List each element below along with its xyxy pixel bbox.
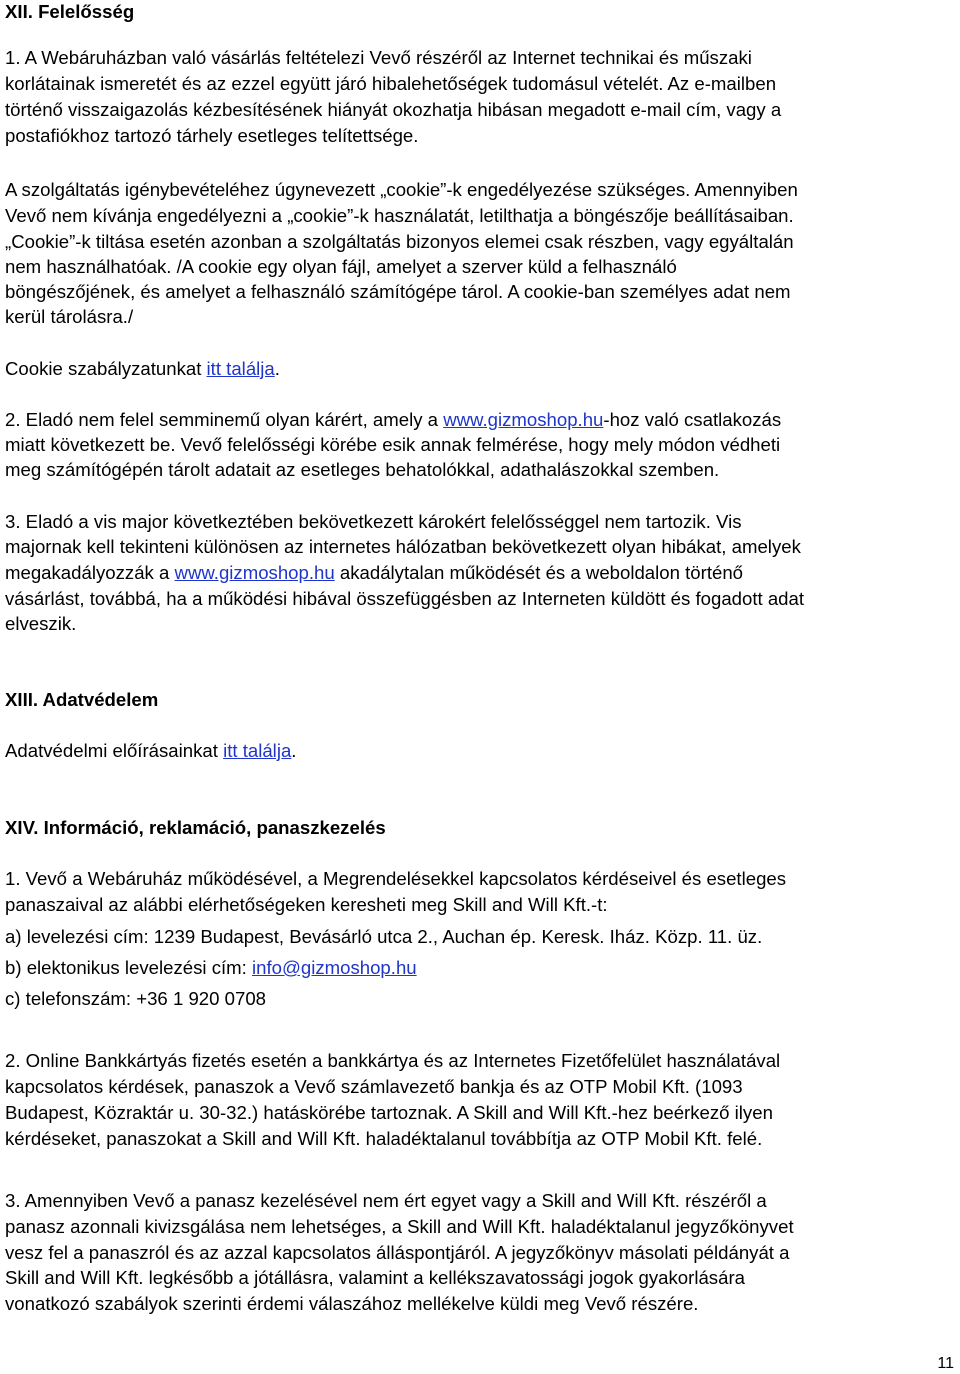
- bank-card-paragraph-line: Budapest, Közraktár u. 30-32.) hatáskörébe tartoznak. A Skill and Will Kft.-hez beérkező ilyen: [5, 1102, 773, 1123]
- section-12-p1-line: 1. A Webáruházban való vásárlás feltételezi Vevő részéről az Internet technikai és műszaki: [5, 47, 752, 68]
- phone-number: c) telefonszám: +36 1 920 0708: [5, 988, 267, 1009]
- vis-major-paragraph-line: majornak kell tekinteni különösen az internetes hálózatban bekövetkezett olyan hibákat, amelyek: [5, 536, 801, 557]
- section-12-heading: XII. Felelősség: [5, 1, 135, 22]
- cookie-policy-line: [5, 357, 280, 381]
- gizmoshop-link[interactable]: www.gizmoshop.hu: [443, 409, 604, 430]
- bank-card-paragraph-line: 2. Online Bankkártyás fizetés esetén a bankkártya és az Internetes Fizetőfelület használatával: [5, 1050, 781, 1071]
- liability-text: 2. Eladó nem felel semminemű olyan kárért, amely a: [5, 409, 444, 430]
- cookie-policy-text: Cookie szabályzatunkat: [5, 358, 207, 379]
- email-line: [5, 956, 417, 980]
- cookie-paragraph-line: kerül tárolásra./: [5, 306, 134, 327]
- vis-major-paragraph-line: 3. Eladó a vis major következtében bekövetkezett károkért felelősséggel nem tartozik. Vis: [5, 511, 742, 532]
- cookie-policy-suffix: .: [274, 358, 280, 379]
- vis-major-text: megakadályozzák a: [5, 562, 175, 583]
- vis-major-paragraph-line: vásárlást, továbbá, ha a működési hibával összefüggésben az Interneten küldött és fogadott adat: [5, 588, 805, 609]
- liability-text: -hoz való csatlakozás: [603, 409, 782, 430]
- complaint-paragraph-line: vesz fel a panaszról és az azzal kapcsolatos álláspontjáról. A jegyzőkönyv másolati példányát a: [5, 1242, 790, 1263]
- contact-paragraph-line: panaszaival az alábbi elérhetőségeken keresheti meg Skill and Will Kft.-t:: [5, 894, 608, 915]
- email-link[interactable]: info@gizmoshop.hu: [252, 957, 417, 978]
- vis-major-text: akadálytalan működését és a weboldalon történő: [334, 562, 744, 583]
- liability-paragraph-line: [5, 408, 781, 432]
- complaint-paragraph-line: vonatkozó szabályok szerinti érdemi válaszához mellékelve küldi meg Vevő részére.: [5, 1293, 699, 1314]
- privacy-link[interactable]: itt találja: [223, 740, 292, 761]
- cookie-paragraph-line: „Cookie”-k tiltása esetén azonban a szolgáltatás bizonyos elemei csak részben, vagy egyáltalán: [5, 231, 794, 252]
- complaint-paragraph-line: Skill and Will Kft. legkésőbb a jótállásra, valamint a kellékszavatossági jogok gyakorlására: [5, 1267, 745, 1288]
- privacy-line: [5, 739, 296, 763]
- liability-paragraph-line: meg számítógépén tárolt adatait az esetleges behatolókkal, adathalászokkal szemben.: [5, 459, 720, 480]
- privacy-text: Adatvédelmi előírásainkat: [5, 740, 224, 761]
- section-12-p1-line: történő visszaigazolás kézbesítésének hiányát okozhatja hibásan megadott e-mail cím, vagy a: [5, 99, 782, 120]
- email-label: b) elektonikus levelezési cím:: [5, 957, 252, 978]
- section-14-heading: XIV. Információ, reklamáció, panaszkezelés: [5, 817, 386, 838]
- section-12-p1-line: postafiókhoz tartozó tárhely esetleges telítettsége.: [5, 125, 419, 146]
- complaint-paragraph-line: 3. Amennyiben Vevő a panasz kezelésével nem ért egyet vagy a Skill and Will Kft. részéről a: [5, 1190, 767, 1211]
- bank-card-paragraph-line: kapcsolatos kérdések, panaszok a Vevő számlavezető bankja és az OTP Mobil Kft. (1093: [5, 1076, 743, 1097]
- postal-address: a) levelezési cím: 1239 Budapest, Bevásárló utca 2., Auchan ép. Keresk. Iház. Közp. 11. üz.: [5, 926, 763, 947]
- gizmoshop-link[interactable]: www.gizmoshop.hu: [174, 562, 335, 583]
- section-13-heading: XIII. Adatvédelem: [5, 689, 159, 710]
- privacy-suffix: .: [291, 740, 297, 761]
- cookie-paragraph-line: böngészőjének, és amelyet a felhasználó számítógépe tárol. A cookie-ban személyes adat nem: [5, 281, 791, 302]
- bank-card-paragraph-line: kérdéseket, panaszokat a Skill and Will Kft. haladéktalanul továbbítja az OTP Mobil Kft. felé.: [5, 1128, 763, 1149]
- section-12-p1-line: korlátainak ismeretét és az ezzel együtt járó hibalehetőségek tudomásul vételét. Az e-mailben: [5, 73, 777, 94]
- cookie-paragraph-line: Vevő nem kívánja engedélyezni a „cookie”-k használatát, letilthatja a böngészője beállításaiban.: [5, 205, 794, 226]
- liability-paragraph-line: miatt következett be. Vevő felelősségi körébe esik annak felmérése, hogy mely módon védheti: [5, 434, 781, 455]
- cookie-paragraph-line: A szolgáltatás igénybevételéhez úgynevezett „cookie”-k engedélyezése szükséges. Amennyiben: [5, 179, 798, 200]
- complaint-paragraph-line: panasz azonnali kivizsgálása nem lehetséges, a Skill and Will Kft. haladéktalanul jegyzőkönyvet: [5, 1216, 794, 1237]
- cookie-policy-link[interactable]: itt találja: [206, 358, 275, 379]
- vis-major-paragraph-line: elveszik.: [5, 613, 77, 634]
- vis-major-paragraph-line: [5, 561, 743, 585]
- page-number: 11: [937, 1355, 954, 1372]
- contact-paragraph-line: 1. Vevő a Webáruház működésével, a Megrendelésekkel kapcsolatos kérdéseivel és esetleges: [5, 868, 787, 889]
- cookie-paragraph-line: nem használhatóak. /A cookie egy olyan fájl, amelyet a szerver küld a felhasználó: [5, 256, 677, 277]
